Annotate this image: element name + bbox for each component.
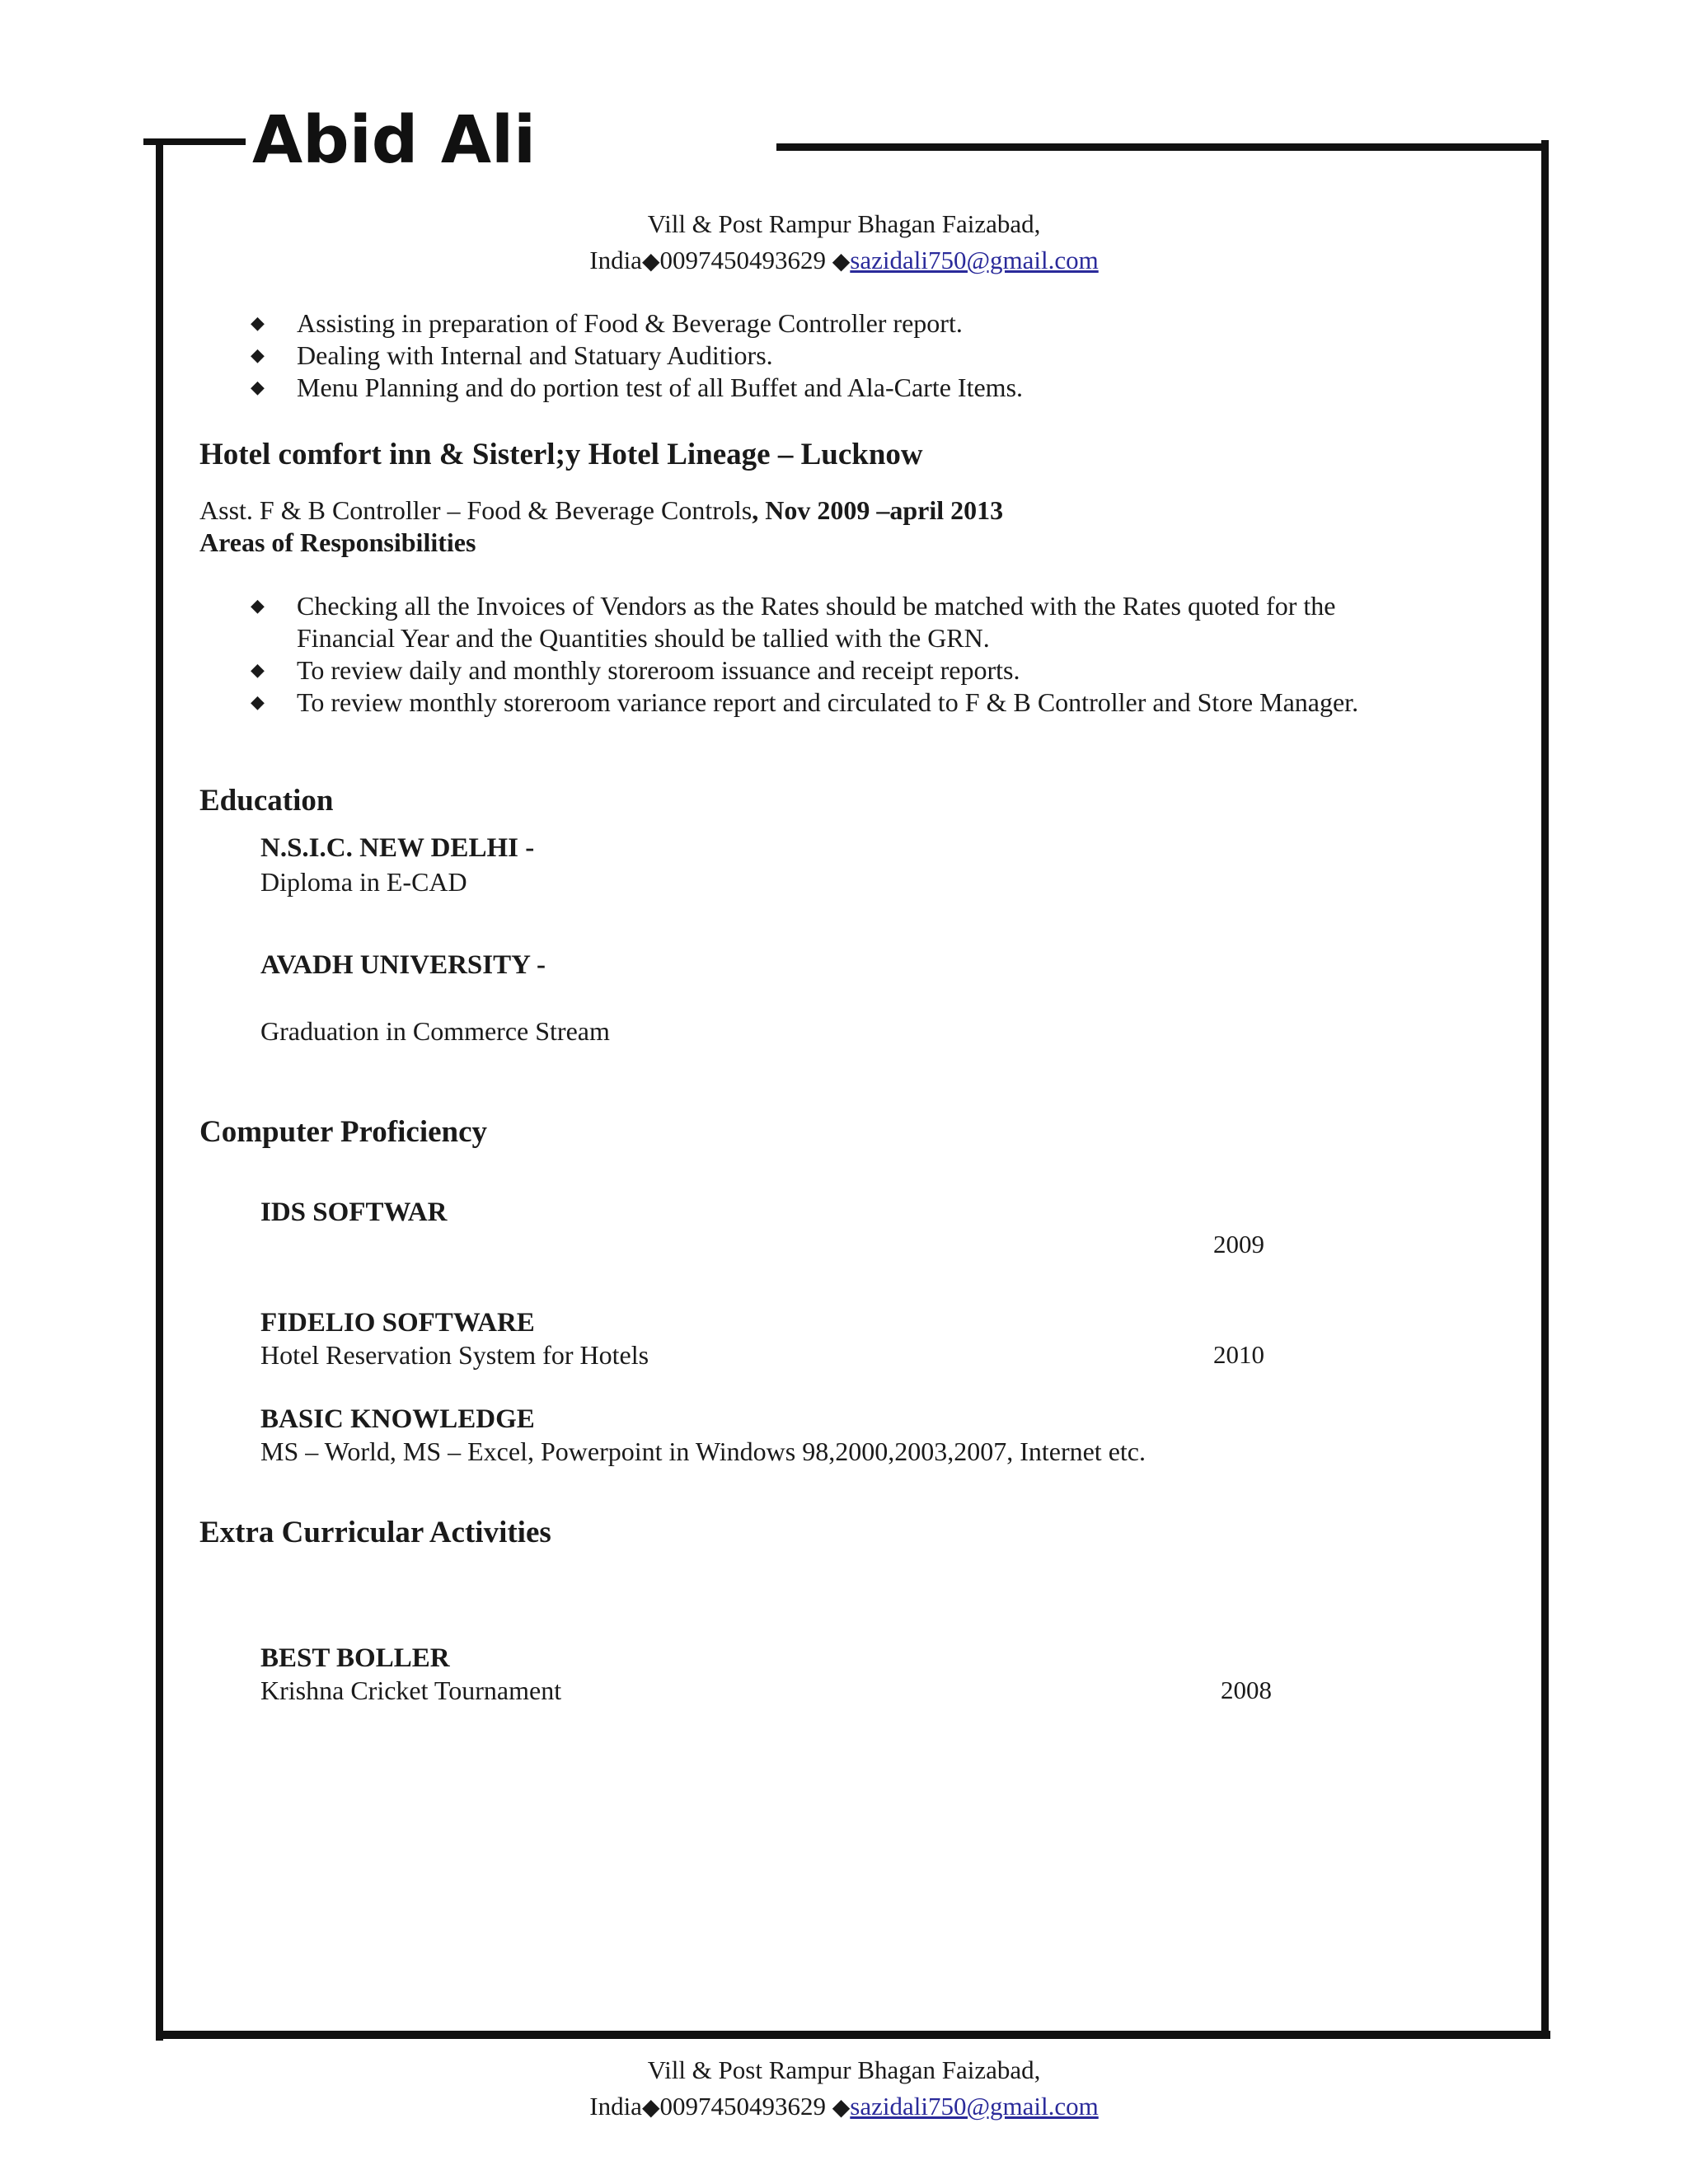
extra-item-year: 2008: [1221, 1675, 1272, 1704]
job-role: Asst. F & B Controller – Food & Beverage Controls: [199, 495, 753, 525]
header-email-link[interactable]: sazidali750@gmail.com: [850, 246, 1099, 274]
list-item: ◆ To review daily and monthly storeroom issuance and receipt reports.: [251, 655, 1020, 685]
computer-item-title: IDS SOFTWAR: [260, 1197, 448, 1227]
diamond-icon: ◆: [832, 247, 851, 274]
frame-left-border: [156, 142, 163, 2041]
job-role-line: [199, 494, 1003, 527]
extra-heading: Extra Curricular Activities: [199, 1516, 551, 1549]
education-detail: Diploma in E-CAD: [260, 867, 467, 897]
list-item: ◆ To review monthly storeroom variance report and circulated to F & B Controller and Store Manager.: [251, 687, 1359, 717]
computer-item-year: 2010: [1213, 1340, 1264, 1369]
job-period: , Nov 2009 –april 2013: [752, 495, 1004, 525]
diamond-bullet-icon: ◆: [251, 596, 265, 616]
diamond-icon: ◆: [832, 2093, 851, 2121]
frame-right-border: [1541, 140, 1549, 2037]
prior-duties-list: [251, 307, 1023, 404]
list-item: ◆ Assisting in preparation of Food & Beverage Controller report.: [251, 308, 963, 338]
diamond-bullet-icon: ◆: [251, 377, 265, 398]
areas-label: Areas of Responsibilities: [199, 527, 476, 557]
footer-phone: 0097450493629: [659, 2092, 826, 2121]
computer-item-title: FIDELIO SOFTWARE: [260, 1308, 535, 1338]
list-item: ◆ Menu Planning and do portion test of all Buffet and Ala-Carte Items.: [251, 373, 1024, 402]
header-phone: 0097450493629: [659, 246, 826, 274]
extra-item-title: BEST BOLLER: [260, 1643, 450, 1673]
diamond-bullet-icon: ◆: [251, 313, 265, 334]
frame-top-right-rule: [776, 143, 1549, 151]
list-item: ◆ Dealing with Internal and Statuary Auditiors.: [251, 340, 773, 370]
diamond-bullet-icon: ◆: [251, 692, 265, 713]
footer-country: India: [589, 2092, 642, 2121]
footer-contact-line: [0, 2088, 1688, 2125]
education-heading: Education: [199, 784, 334, 818]
diamond-bullet-icon: ◆: [251, 660, 265, 681]
job-heading: Hotel comfort inn & Sisterl;y Hotel Lineage – Lucknow: [199, 438, 923, 471]
computer-item-detail: MS – World, MS – Excel, Powerpoint in Windows 98,2000,2003,2007, Internet etc.: [260, 1436, 1146, 1466]
computer-item-title: BASIC KNOWLEDGE: [260, 1404, 535, 1434]
diamond-icon: ◆: [641, 247, 660, 274]
diamond-bullet-icon: ◆: [251, 345, 265, 366]
job-duties-list: [251, 590, 1358, 719]
footer-contact: [0, 2052, 1688, 2125]
computer-heading: Computer Proficiency: [199, 1115, 488, 1149]
header-contact: [0, 206, 1688, 279]
computer-item-detail: Hotel Reservation System for Hotels: [260, 1340, 649, 1370]
list-item: ◆ Checking all the Invoices of Vendors as the Rates should be matched with the Rates quoted for the Financial Year and the Quantities should be tallied with the GRN.: [251, 591, 1336, 653]
header-country: India: [589, 246, 642, 274]
computer-item-year: 2009: [1213, 1230, 1264, 1258]
header-address: Vill & Post Rampur Bhagan Faizabad,: [647, 209, 1041, 238]
education-institution: N.S.I.C. NEW DELHI -: [260, 833, 535, 863]
frame-bottom-border: [156, 2031, 1550, 2039]
footer-address: Vill & Post Rampur Bhagan Faizabad,: [647, 2055, 1041, 2084]
header-contact-line: [0, 242, 1688, 279]
footer-email-link[interactable]: sazidali750@gmail.com: [850, 2092, 1099, 2121]
extra-item-detail: Krishna Cricket Tournament: [260, 1675, 562, 1705]
candidate-name: Abid Ali: [252, 102, 537, 178]
education-institution: AVADH UNIVERSITY -: [260, 950, 546, 980]
diamond-icon: ◆: [641, 2093, 660, 2121]
education-detail: Graduation in Commerce Stream: [260, 1016, 610, 1046]
